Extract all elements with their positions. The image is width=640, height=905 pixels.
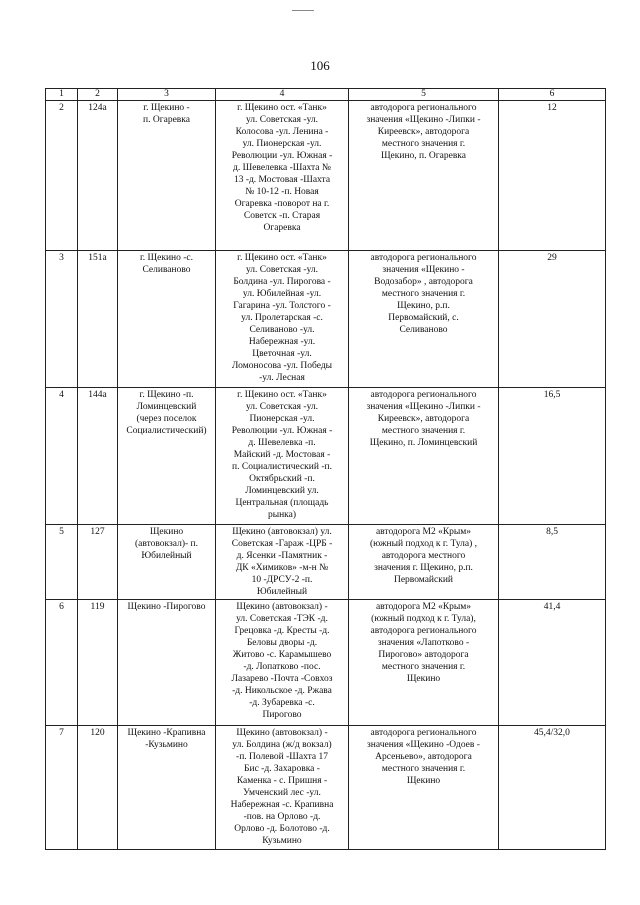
header-cell-5: 5 [349, 89, 499, 101]
route-path: г. Щекино ост. «Танк» ул. Советская -ул. Колосова -ул. Ленина - ул. Пионерская -ул. Революции -ул. Южная - д. Шевелевка -Шахта № 13 -д. Мостовая -Шахта № 10-12 -п. Новая Огаревка -поворот на г. Советск -п. Старая Огаревка [216, 101, 349, 251]
table-row [46, 525, 606, 600]
route-code: 151а [78, 251, 118, 388]
route-length: 45,4/32,0 [499, 726, 606, 850]
routes-table [45, 88, 606, 850]
route-name: г. Щекино - п. Огаревка [118, 101, 216, 251]
route-number: 6 [46, 600, 78, 726]
route-path: Щекино (автовокзал) ул. Советская -Гараж -ЦРБ - д. Ясенки -Памятник - ДК «Химиков» -м-н № 10 -ДРСУ-2 -п. Юбилейный [216, 525, 349, 600]
header-cell-3: 3 [118, 89, 216, 101]
route-number: 7 [46, 726, 78, 850]
route-number: 5 [46, 525, 78, 600]
route-roads: автодорога М2 «Крым» (южный подход к г. Тула), автодорога регионального значения «Лапотково - Пирогово» автодорога местного значения г. Щекино [349, 600, 499, 726]
route-code: 144а [78, 388, 118, 525]
route-length: 16,5 [499, 388, 606, 525]
route-number: 3 [46, 251, 78, 388]
table-row [46, 251, 606, 388]
route-path: г. Щекино ост. «Танк» ул. Советская -ул. Пионерская -ул. Революции -ул. Южная - д. Шевелевка -п. Майский -д. Мостовая - п. Социалистический -п. Октябрьский -п. Ломинцевский ул. Центральная (площадь рынка) [216, 388, 349, 525]
route-roads: автодорога регионального значения «Щекино -Липки - Киреевск», автодорога местного значения г. Щекино, п. Ломинцевский [349, 388, 499, 525]
scan-mark [292, 10, 314, 11]
route-path: г. Щекино ост. «Танк» ул. Советская -ул. Болдина -ул. Пирогова - ул. Юбилейная -ул. Гагарина -ул. Толстого - ул. Пролетарская -с. Селиваново -ул. Набережная -ул. Цветочная -ул. Ломоносова -ул. Победы -ул. Лесная [216, 251, 349, 388]
route-name: г. Щекино -п. Ломинцевский (через поселок Социалистический) [118, 388, 216, 525]
route-path: Щекино (автовокзал) - ул. Советская -ТЭК -д. Грецовка -д. Кресты -д. Беловы дворы -д. Житово -с. Карамышево -д. Лопатково -пос. Лазарево -Почта -Совхоз -д. Никольское -д. Ржава -д. Зубаревка -с. Пирогово [216, 600, 349, 726]
table-row [46, 600, 606, 726]
route-name: Щекино (автовокзал)- п. Юбилейный [118, 525, 216, 600]
header-cell-1: 1 [46, 89, 78, 101]
table-header [46, 89, 606, 101]
route-code: 119 [78, 600, 118, 726]
route-number: 4 [46, 388, 78, 525]
route-name: Щекино -Крапивна -Кузьмино [118, 726, 216, 850]
page-number: 106 [310, 58, 330, 73]
route-number: 2 [46, 101, 78, 251]
header-cell-2: 2 [78, 89, 118, 101]
route-code: 124а [78, 101, 118, 251]
route-length: 12 [499, 101, 606, 251]
route-roads: автодорога регионального значения «Щекино -Липки - Киреевск», автодорога местного значения г. Щекино, п. Огаревка [349, 101, 499, 251]
route-roads: автодорога М2 «Крым» (южный подход к г. Тула) , автодорога местного значения г. Щекино, р.п. Первомайский [349, 525, 499, 600]
route-name: Щекино -Пирогово [118, 600, 216, 726]
route-code: 127 [78, 525, 118, 600]
route-length: 29 [499, 251, 606, 388]
route-length: 41,4 [499, 600, 606, 726]
header-cell-4: 4 [216, 89, 349, 101]
route-roads: автодорога регионального значения «Щекино -Одоев - Арсеньево», автодорога местного значения г. Щекино [349, 726, 499, 850]
route-code: 120 [78, 726, 118, 850]
header-row [46, 89, 606, 101]
table-row [46, 388, 606, 525]
table-body [46, 101, 606, 850]
route-roads: автодорога регионального значения «Щекино - Водозабор» , автодорога местного значения г. Щекино, р.п. Первомайский, с. Селиваново [349, 251, 499, 388]
route-path: Щекино (автовокзал) - ул. Болдина (ж/д вокзал) -п. Полевой -Шахта 17 Бис -д. Захаровка - Каменка - с. Пришня - Умченский лес -ул. Набережная -с. Крапивна -пов. на Орлово -д. Орлово -д. Болотово -д. Кузьмино [216, 726, 349, 850]
header-cell-6: 6 [499, 89, 606, 101]
table-row [46, 101, 606, 251]
route-name: г. Щекино -с. Селиваново [118, 251, 216, 388]
table-row [46, 726, 606, 850]
route-length: 8,5 [499, 525, 606, 600]
